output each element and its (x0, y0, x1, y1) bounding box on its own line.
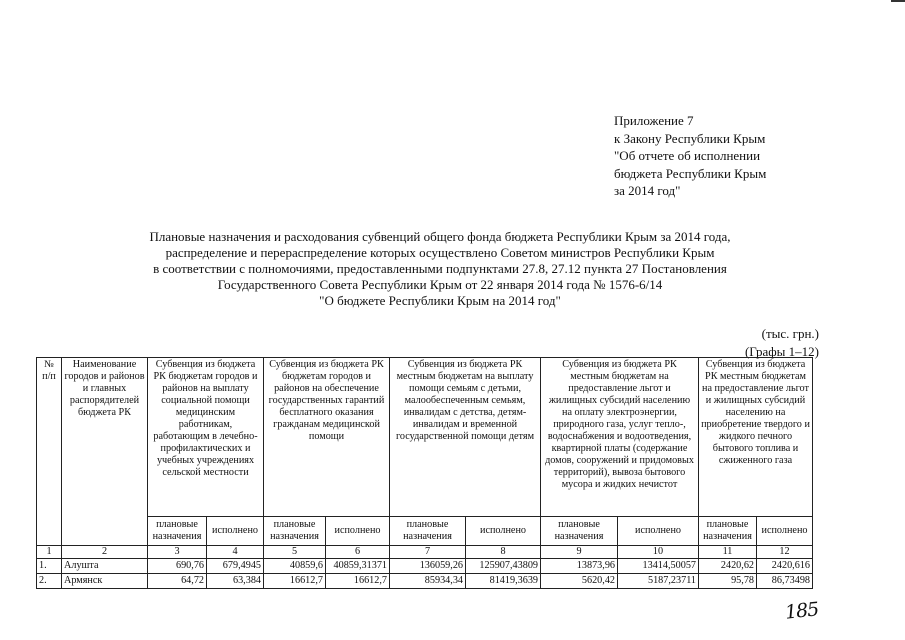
header-executed: исполнено (757, 517, 813, 546)
header-group-4: Субвенция из бюджета РК местным бюджетам на предоставление льгот и жилищных субсидий населению на оплату электроэнергии, природного газа, услуг тепло-, водоснабжения и водоотведения, квартирной платы (содержание домов, сооружений и придомовых территорий), вывоза бытового мусора и жидких нечистот (541, 358, 699, 517)
row-name: Алушта (62, 559, 148, 574)
header-group-1: Субвенция из бюджета РК бюджетам городов и районов на выплату социальной помощи медицинским работникам, работающим в лечебно-профилактических и учебных учреждениях сельской местности (148, 358, 264, 517)
column-number: 11 (699, 546, 757, 559)
currency-unit: (тыс. грн.) (761, 326, 819, 341)
units-note (745, 325, 819, 361)
title-line: Государственного Совета Республики Крым от 22 января 2014 года № 1576-6/14 (217, 277, 663, 292)
column-number: 5 (264, 546, 326, 559)
table-row (37, 574, 813, 589)
header-executed: исполнено (466, 517, 541, 546)
header-executed: исполнено (326, 517, 390, 546)
cell-value: 679,4945 (207, 559, 264, 574)
table-row (37, 559, 813, 574)
appendix-note (614, 112, 766, 200)
cell-value: 13873,96 (541, 559, 618, 574)
subventions-table (36, 357, 813, 589)
header-row (37, 358, 813, 517)
header-planned: плановые назначения (148, 517, 207, 546)
cell-value: 5620,42 (541, 574, 618, 589)
columns-range: (Графы 1–12) (744, 344, 819, 359)
column-number: 2 (62, 546, 148, 559)
cell-value: 95,78 (699, 574, 757, 589)
column-number: 7 (390, 546, 466, 559)
title-line: распределение и перераспределение которых осуществлено Советом министров Республики Крым (165, 245, 715, 260)
cell-value: 2420,616 (757, 559, 813, 574)
header-num: № п/п (37, 358, 62, 546)
cell-value: 81419,3639 (466, 574, 541, 589)
column-number: 4 (207, 546, 264, 559)
header-planned: плановые назначения (541, 517, 618, 546)
header-group-3: Субвенция из бюджета РК местным бюджетам на выплату помощи семьям с детьми, малообеспеченным семьям, инвалидам с детства, детям-инвалидам и временной государственной помощи детям (390, 358, 541, 517)
column-number: 6 (326, 546, 390, 559)
cell-value: 86,73498 (757, 574, 813, 589)
header-executed: исполнено (207, 517, 264, 546)
cell-value: 40859,31371 (326, 559, 390, 574)
appendix-line: Приложение 7 (614, 113, 694, 128)
subheader-row (37, 517, 813, 546)
column-number: 9 (541, 546, 618, 559)
cell-value: 690,76 (148, 559, 207, 574)
column-number: 10 (618, 546, 699, 559)
title-line: "О бюджете Республики Крым на 2014 год" (319, 293, 561, 308)
cell-value: 16612,7 (264, 574, 326, 589)
appendix-line: бюджета Республики Крым (614, 165, 767, 181)
header-planned: плановые назначения (390, 517, 466, 546)
column-number: 12 (757, 546, 813, 559)
row-name: Армянск (62, 574, 148, 589)
cell-value: 63,384 (207, 574, 264, 589)
cell-value: 125907,43809 (466, 559, 541, 574)
column-number: 8 (466, 546, 541, 559)
cell-value: 40859,6 (264, 559, 326, 574)
column-number: 1 (37, 546, 62, 559)
row-num: 2. (37, 574, 62, 589)
title-line: Плановые назначения и расходования субвенций общего фонда бюджета Республики Крым за 2014 года, (149, 229, 731, 244)
cell-value: 2420,62 (699, 559, 757, 574)
header-executed: исполнено (618, 517, 699, 546)
header-planned: плановые назначения (264, 517, 326, 546)
document-title (60, 229, 820, 309)
header-name: Наименование городов и районов и главных распорядителей бюджета РК (62, 358, 148, 546)
row-num: 1. (37, 559, 62, 574)
cell-value: 13414,50057 (618, 559, 699, 574)
title-line: в соответствии с полномочиями, предоставленными подпунктами 27.8, 27.12 пункта 27 Постановления (153, 261, 727, 276)
corner-mark (891, 0, 905, 2)
cell-value: 16612,7 (326, 574, 390, 589)
appendix-line: к Закону Республики Крым (614, 130, 766, 146)
header-group-5: Субвенция из бюджета РК местным бюджетам на предоставление льгот и жилищных субсидий населению на приобретение твердого и жидкого печного бытового топлива и сжиженного газа (699, 358, 813, 517)
header-planned: плановые назначения (699, 517, 757, 546)
cell-value: 64,72 (148, 574, 207, 589)
cell-value: 85934,34 (390, 574, 466, 589)
cell-value: 136059,26 (390, 559, 466, 574)
cell-value: 5187,23711 (618, 574, 699, 589)
column-numbers-row (37, 546, 813, 559)
appendix-line: "Об отчете об исполнении (614, 148, 761, 163)
column-number: 3 (148, 546, 207, 559)
page-signature: 185 (783, 598, 820, 624)
appendix-line: за 2014 год" (614, 183, 681, 198)
header-group-2: Субвенция из бюджета РК бюджетам городов и районов на обеспечение государственных гарантий бесплатного оказания гражданам медицинской помощи (264, 358, 390, 517)
